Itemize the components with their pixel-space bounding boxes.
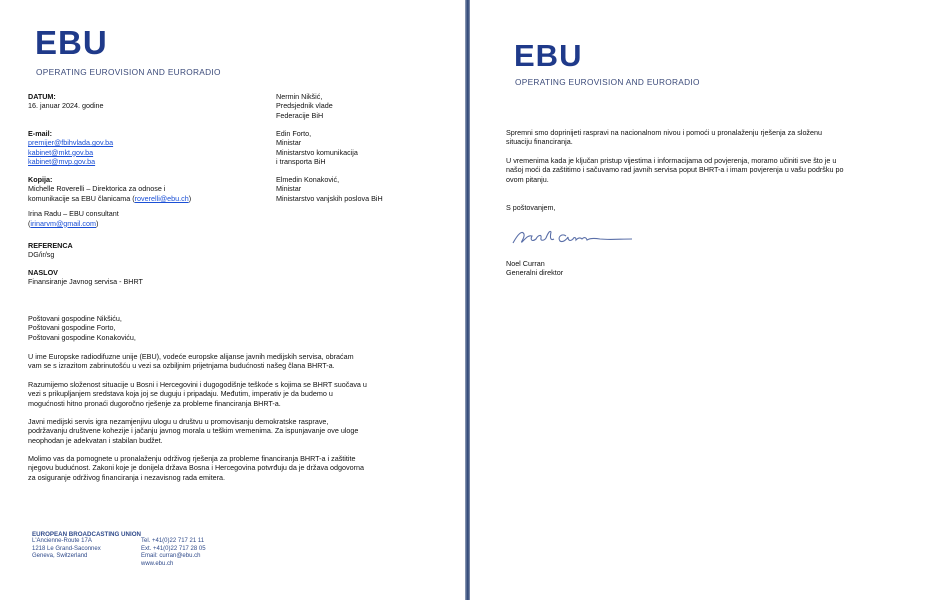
recipient-line: Ministarstvo vanjskih poslova BiH bbox=[276, 193, 383, 203]
recipient-line: i transporta BiH bbox=[276, 157, 326, 167]
recipient-line: Ministar bbox=[276, 138, 302, 148]
subject-label: NASLOV bbox=[28, 268, 58, 277]
email-link[interactable]: kabinet@mvp.gov.ba bbox=[28, 157, 96, 167]
email-link[interactable]: kabinet@mkt.gov.ba bbox=[28, 147, 94, 157]
footer-contact: Tel. +41(0)22 717 21 11 Ext. +41(0)22 717 28 05 Email: curran@ebu.ch www.ebu.ch bbox=[141, 538, 206, 567]
salutation-line: Poštovani gospodine Forto, bbox=[28, 323, 116, 333]
salutation-line: Poštovani gospodine Nikšiću, bbox=[28, 314, 122, 323]
copy-label: Kopija: bbox=[28, 175, 53, 184]
reference-block bbox=[28, 241, 73, 260]
signer-name: Noel Curran bbox=[506, 259, 545, 268]
body-paragraph: Javni medijski servis igra nezamjenjivu ulogu u društvu u promovisanju demokratske rasprave, podržavanju društvene kohezije i jačanju javnog morala u teškim vremenima. Za ispunjavanje ove uloge neophodan je adekvatan i stabilan budžet. bbox=[28, 417, 359, 445]
recipient-line: Federacije BiH bbox=[276, 110, 324, 120]
recipient-line: Elmedin Konaković, bbox=[276, 175, 340, 184]
copy-line: komunikacije sa EBU članicama (roverelli@ebu.ch) bbox=[28, 193, 192, 203]
subject-block bbox=[28, 268, 143, 287]
reference-label: REFERENCA bbox=[28, 241, 73, 250]
subject-value: Finansiranje Javnog servisa - BHRT bbox=[28, 277, 143, 287]
body-paragraph: Molimo vas da pomognete u pronalaženju održivog rješenja za probleme financiranja BHRT-a i zaštitite njegovu budućnost. Zakoni koje je donijela država Bosna i Hercegovina potvrđuju da je država odgovorna za osiguranje održivog financiranja i nezavisnog rada emitera. bbox=[28, 454, 365, 482]
body-paragraph: Razumijemo složenost situacije u Bosni i Hercegovini i dugogodišnje teškoće s kojima se BHRT suočava u vezi s prikupljanjem sredstava koja joj se duguju i pripadaju. Međutim, imperativ je da budemo u mogućnosti hitno pronaći dugoročno rješenje za probleme financiranja BHRT-a. bbox=[28, 380, 367, 408]
reference-value: DG/ir/sg bbox=[28, 250, 55, 260]
date-block bbox=[28, 92, 104, 111]
recipient-block bbox=[276, 129, 358, 167]
salutation-line: Poštovani gospodine Konakoviću, bbox=[28, 332, 136, 342]
recipient-line: Edin Forto, bbox=[276, 129, 312, 138]
signer-title: Generalni direktor bbox=[506, 268, 564, 278]
footer-title: EUROPEAN BROADCASTING UNION bbox=[32, 531, 141, 538]
email-block bbox=[28, 129, 113, 167]
recipient-block bbox=[276, 92, 333, 120]
recipient-block bbox=[276, 175, 383, 203]
signature-image bbox=[510, 226, 635, 248]
ebu-tagline: OPERATING EUROVISION AND EURORADIO bbox=[36, 67, 221, 77]
ebu-tagline: OPERATING EUROVISION AND EURORADIO bbox=[515, 77, 700, 87]
email-label: E-mail: bbox=[28, 129, 52, 138]
body-paragraph: Spremni smo doprinijeti raspravi na nacionalnom nivou i pomoći u pronalaženju rješenja za složenu situaciju financiranja. bbox=[506, 128, 823, 147]
date-label: DATUM: bbox=[28, 92, 56, 101]
copy-block bbox=[28, 175, 191, 228]
letter-page-2 bbox=[470, 0, 946, 600]
footer-address: EUROPEAN BROADCASTING UNION L'Ancienne-Route 17A 1218 Le Grand-Saconnex Geneva, Switzerland bbox=[32, 531, 141, 560]
copy-email-link[interactable]: irinarvm@gmail.com bbox=[30, 218, 97, 228]
recipient-line: Predsjednik vlade bbox=[276, 101, 333, 111]
recipient-line: Ministar bbox=[276, 184, 302, 194]
ebu-logo: EBU bbox=[35, 24, 108, 61]
body-paragraph: U vremenima kada je ključan pristup vijestima i informacijama od povjerenja, moramo učiniti sve što je u našoj moći da zaštitimo i sačuvamo rad javnih servisa poput BHRT-a i imam povjerenja u vašu podršku po ovom pitanju. bbox=[506, 156, 844, 184]
salutation bbox=[28, 314, 136, 342]
body-paragraph: U ime Europske radiodifuzne unije (EBU), vodeće europske alijanse javnih medijskih servisa, obraćam vam se s izrazitom zabrinutošću u vezi sa ozbiljnim prijetnjama budućnosti našeg člana BHRT-a. bbox=[28, 352, 354, 371]
copy-line: Michelle Roverelli – Direktorica za odnose i bbox=[28, 184, 166, 194]
date-value: 16. januar 2024. godine bbox=[28, 101, 104, 111]
footer-website[interactable]: www.ebu.ch bbox=[141, 560, 174, 567]
copy-email-link[interactable]: roverelli@ebu.ch bbox=[134, 193, 189, 203]
copy-line: Irina Radu – EBU consultant bbox=[28, 209, 119, 219]
recipient-line: Ministarstvo komunikacija bbox=[276, 147, 358, 157]
closing: S poštovanjem, bbox=[506, 203, 556, 212]
recipient-line: Nermin Nikšić, bbox=[276, 92, 323, 101]
email-link[interactable]: premijer@fbihvlada.gov.ba bbox=[28, 138, 114, 148]
letter-page-1 bbox=[0, 0, 465, 600]
copy-line: (irinarvm@gmail.com) bbox=[28, 218, 99, 228]
ebu-logo: EBU bbox=[514, 38, 583, 73]
signer-block bbox=[506, 259, 563, 278]
